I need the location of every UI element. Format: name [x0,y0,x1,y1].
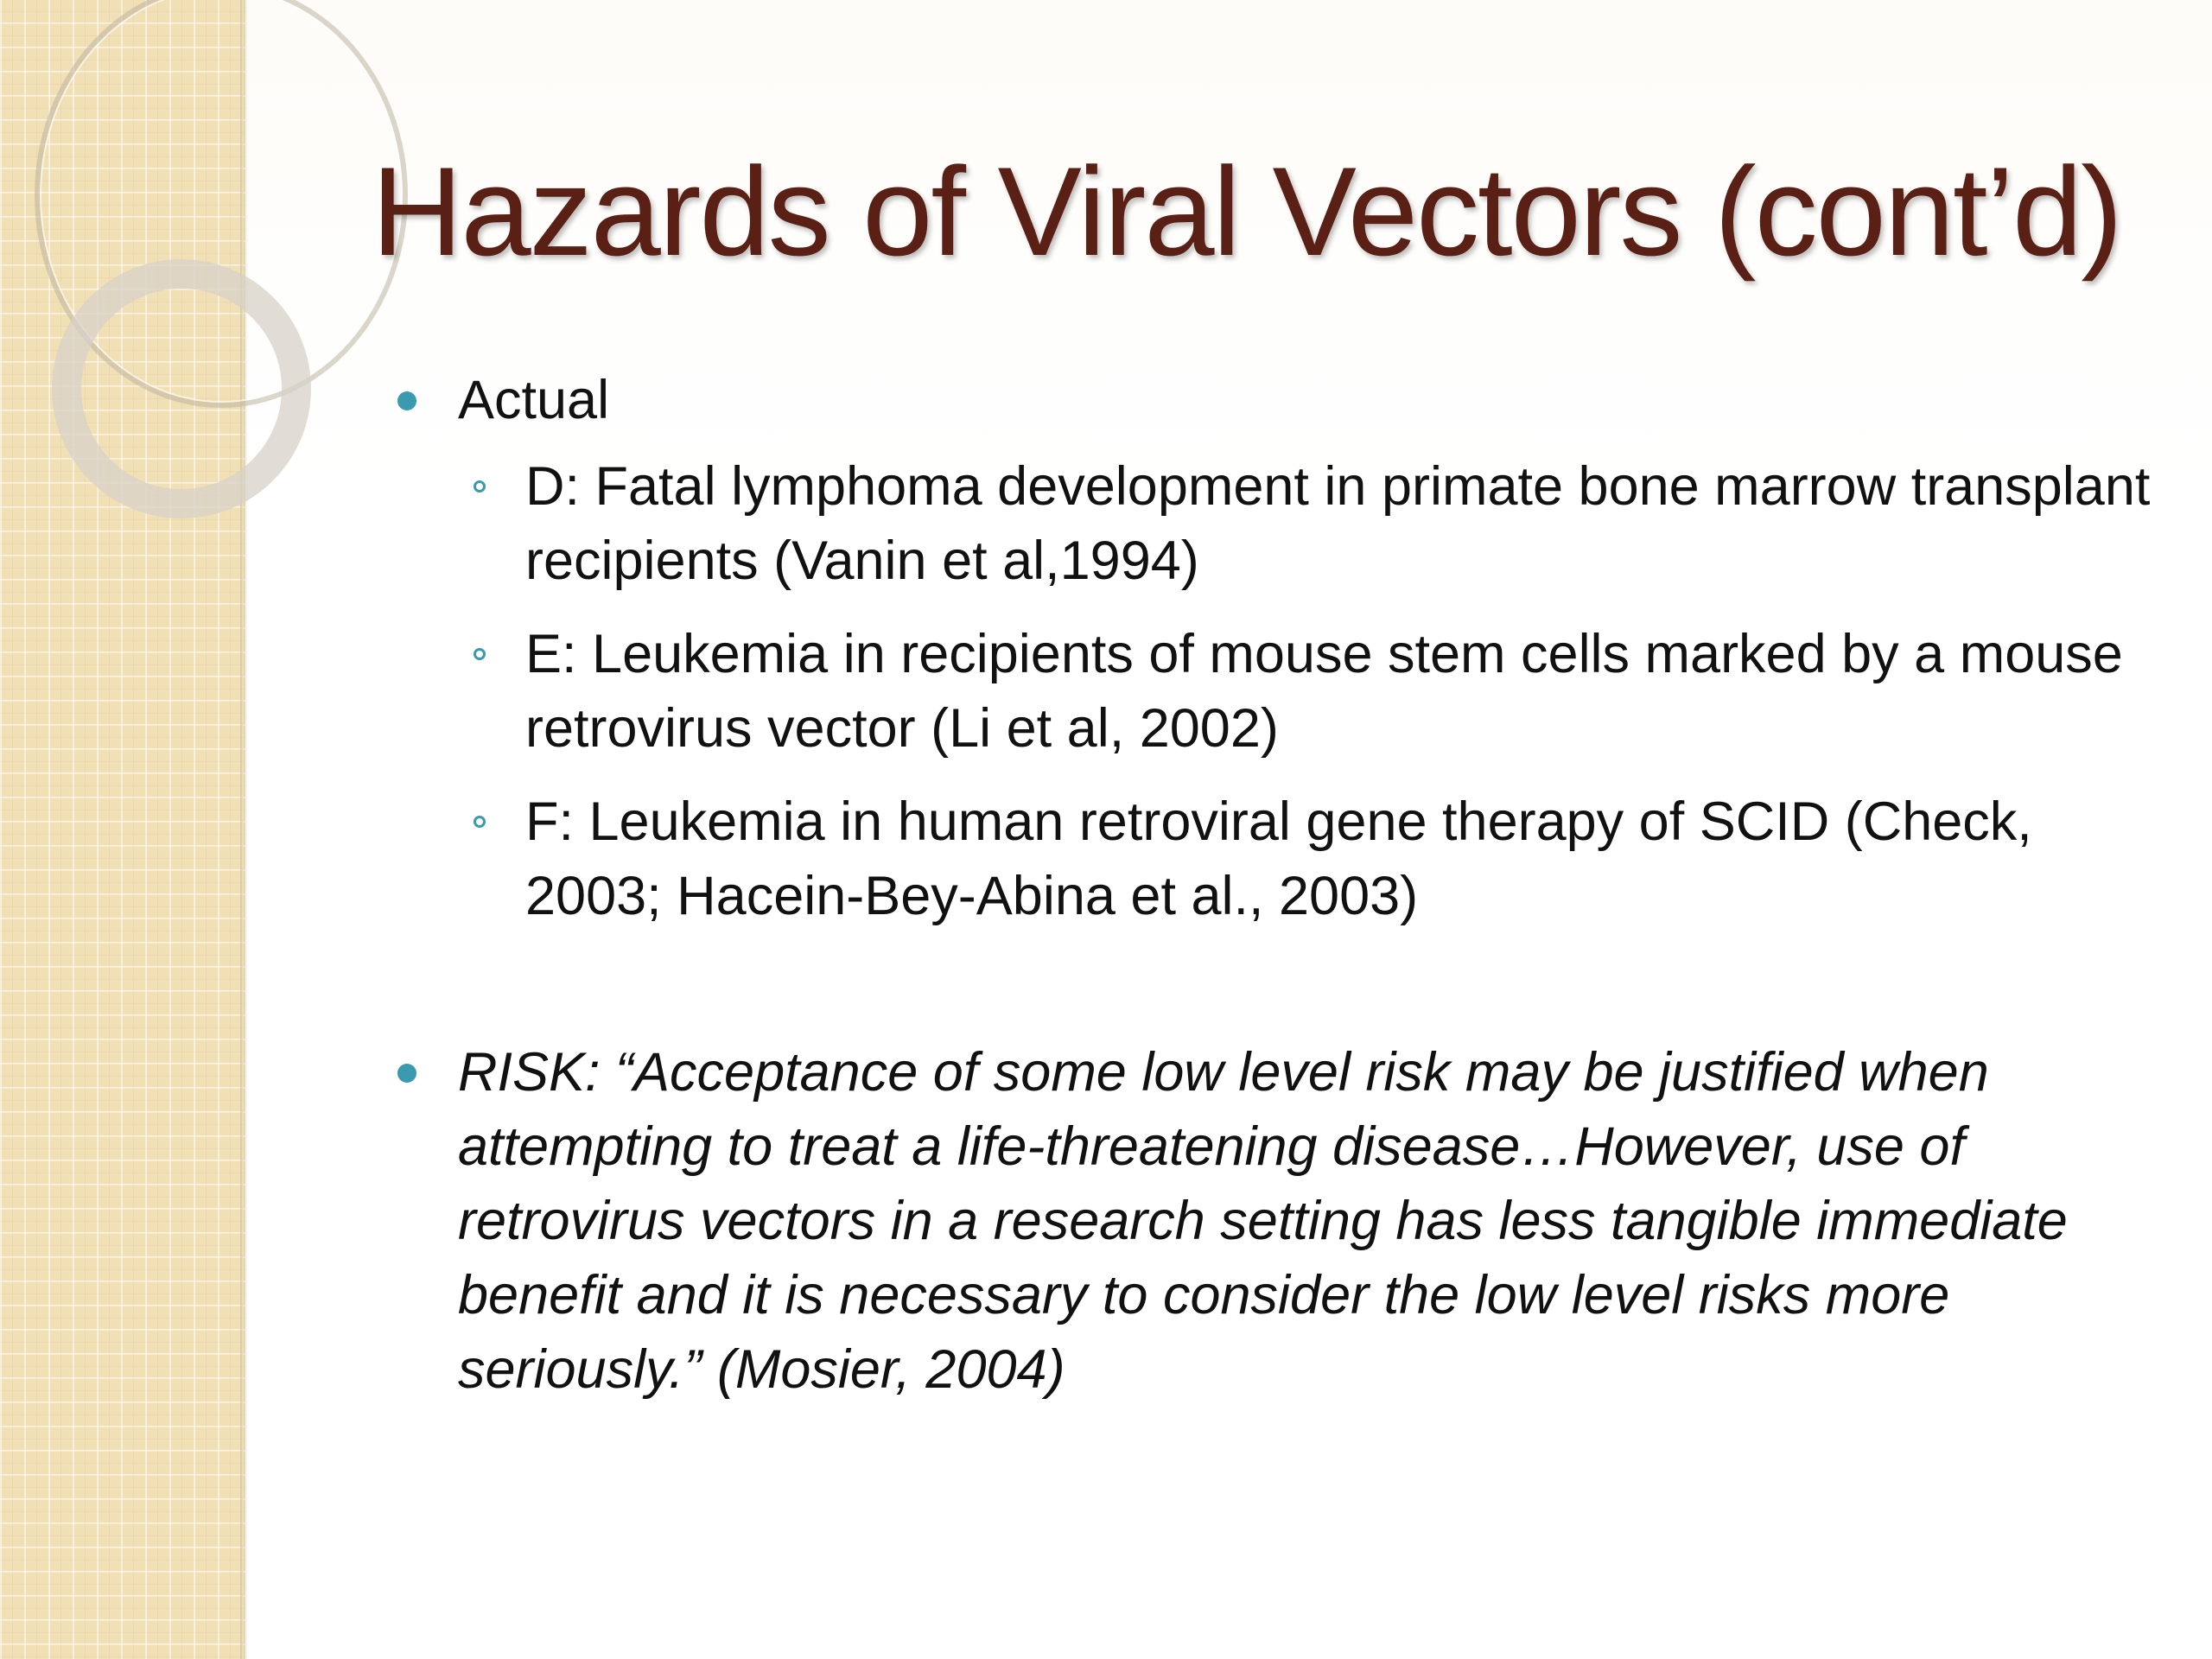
slide-body [372,363,2169,1407]
sub-list [372,449,2169,933]
sub-item-e [372,617,2169,766]
sub-bullet-icon [474,480,486,493]
risk-quote: RISK: “Acceptance of some low level risk may be justified when attempting to treat a life-threatening disease…However, use of retrovirus vectors in a research setting has less tangible immediate benefit and it is necessary to consider the low level risks more seriously.” (Mosier, 2004) [458,1042,2068,1400]
sub-item-f [372,785,2169,933]
bullet-icon [397,1064,416,1083]
decorative-ring-small [52,259,311,518]
sub-bullet-icon [474,648,486,660]
bullet-icon [397,391,416,410]
bullet-risk [372,1035,2169,1407]
sub-item-d [372,449,2169,598]
sub-item-text: F: Leukemia in human retroviral gene therapy of SCID (Check, 2003; Hacein-Bey-Abina et al., 2003) [525,791,2032,926]
slide-title: Hazards of Viral Vectors (cont’d) [372,141,2121,282]
bullet-label: Actual [458,370,610,430]
sub-bullet-icon [474,816,486,828]
sub-item-text: E: Leukemia in recipients of mouse stem cells marked by a mouse retrovirus vector (Li et al, 2002) [525,624,2123,759]
bullet-actual [372,363,2169,933]
sub-item-text: D: Fatal lymphoma development in primate bone marrow transplant recipients (Vanin et al,1994) [525,456,2151,591]
